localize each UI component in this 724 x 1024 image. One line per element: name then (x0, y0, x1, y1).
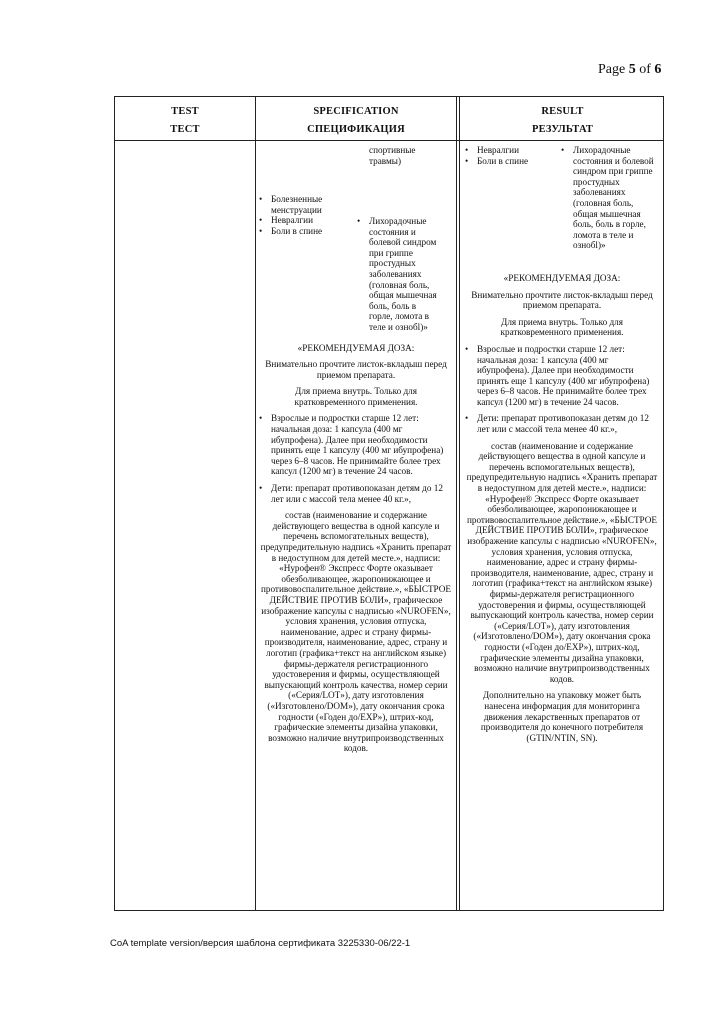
spec-bullet-children: • Дети: препарат противопоказан детям до 12 лет или с массой тела менее 40 кг.», (259, 483, 453, 504)
header-divider (115, 140, 663, 141)
result-column-header: RESULT РЕЗУЛЬТАТ (531, 106, 594, 135)
template-version-footer: CoA template version/версия шаблона сертификата 3225330-06/22-1 (110, 938, 411, 949)
spec-bullet-adults: • Взрослые и подростки старше 12 лет: начальная доза: 1 капсула (400 мг ибупрофена). Далее при необходимости принять еще 1 капсулу (400 мг ибупрофена) через 6–8 часов. Не принимайте более трех капсул (1200 мг) в течение 24 часов. (259, 413, 453, 477)
spec-oral-use: Для приема внутрь. Только для кратковременного применения. (294, 386, 418, 407)
spec-bullet-fever: • Лихорадочные состояния и болевой синдром при гриппе простудных заболеваниях (головная боль, общая мышечная боль, боль в горле, ломота в теле и ознобl)» (357, 216, 437, 333)
result-monitoring-text: Дополнительно на упаковку может быть нанесена информация для мониторинга движения лекарственных препаратов от производителя до конечного потребителя (GTIN/NTIN, SN). (480, 690, 644, 743)
spec-dose-title: «РЕКОМЕНДУЕМАЯ ДОЗА: (297, 342, 415, 353)
spec-column-header: SPECIFICATION СПЕЦИФИКАЦИЯ (307, 106, 405, 135)
result-dose-title: «РЕКОМЕНДУЕМАЯ ДОЗА: (503, 272, 621, 283)
result-oral-use: Для приема внутрь. Только для кратковременного применения. (500, 316, 624, 338)
result-bullet-back-pain: • Боли в спине (465, 156, 561, 167)
result-bullet-fever: • Лихорадочные состояния и болевой синдром при гриппе простудных заболеваниях (головная боль, общая мышечная боль, боль в горле, ломота в теле и ознобl)» (561, 145, 655, 251)
specification-cell (259, 145, 453, 754)
column-divider (459, 97, 460, 910)
spec-bullet-back-pain: • Боли в спине (259, 226, 357, 237)
page-number: Page 5 of 6 (598, 62, 662, 77)
result-packaging-text: состав (наименование и содержание действующего вещества в одной капсуле и перечень вспомогательных веществ), предупредительную надпись «Хранить препарат в недоступном для детей месте.», надписи: «Нурофен® Экспресс Форте оказывает обезболивающее, жаропонижающее и противовоспалительное действие.», «БЫСТРОЕ ДЕЙСТВИЕ ПРОТИВ БОЛИ», графическое изображение капсулы с надписью «NUROFEN», условия хранения, условия отпуска, наименование, адрес и страну фирмы-производителя, наименование, адрес, страну и логотип (графика+текст на английском языке) фирмы-держателя регистрационного удостоверения и фирмы, осуществляющей выпускающий контроль качества, номер серии («Серия/LOT»), дату изготовления («Изготовлено/DOM»), дату окончания срока годности («Годен до/EXP»), штрих-код, графические элементы дизайна упаковки, возможно наличие внутрипроизводственных кодов. (466, 440, 658, 684)
result-symptom-row (465, 145, 659, 251)
spec-read-leaflet: Внимательно прочтите листок-вкладыш перед приемом препарата. (265, 359, 447, 380)
test-column-header: TEST ТЕСТ (170, 106, 200, 135)
coa-table (114, 96, 664, 911)
column-divider (255, 97, 256, 910)
result-bullet-neuralgia: • Невралгии (465, 145, 561, 156)
spec-bullet-menstruation: • Болезненные менструации (259, 194, 357, 215)
result-bullet-children: • Дети: препарат противопоказан детям до 12 лет или с массой тела менее 40 кг.», (465, 413, 659, 434)
column-divider (456, 97, 457, 910)
spec-bullet-neuralgia: • Невралгии (259, 215, 357, 226)
result-cell (465, 145, 659, 743)
spec-sport-injuries: спортивные травмы) (369, 145, 416, 166)
result-bullet-adults: • Взрослые и подростки старше 12 лет: начальная доза: 1 капсула (400 мг ибупрофена). Далее при необходимости принять еще 1 капсулу (400 мг ибупрофена) через 6–8 часов. Не принимайте более трех капсул (1200 мг) в течение 24 часов. (465, 344, 659, 408)
result-read-leaflet: Внимательно прочтите листок-вкладыш перед приемом препарата. (471, 289, 653, 311)
spec-packaging-text: состав (наименование и содержание действующего вещества в одной капсуле и перечень вспомогательных веществ), предупредительную надпись «Хранить препарат в недоступном для детей месте.», надписи: «Нурофен® Экспресс Форте оказывает обезболивающее, жаропонижающее и противовоспалительное действие.», «БЫСТРОЕ ДЕЙСТВИЕ ПРОТИВ БОЛИ», графическое изображение капсулы с надписью «NUROFEN», условия хранения, условия отпуска, наименование, адрес и страну фирмы-производителя, наименование, адрес, страну и логотип (графика+текст на английском языке) фирмы-держателя регистрационного удостоверения и фирмы, осуществляющей выпускающий контроль качества, номер серии («Серия/LOT»), дату изготовления («Изготовлено/DOM»), дату окончания срока годности («Годен до/EXP»), штрих-код, графические элементы дизайна упаковки, возможно наличие внутрипроизводственных кодов. (260, 510, 452, 754)
